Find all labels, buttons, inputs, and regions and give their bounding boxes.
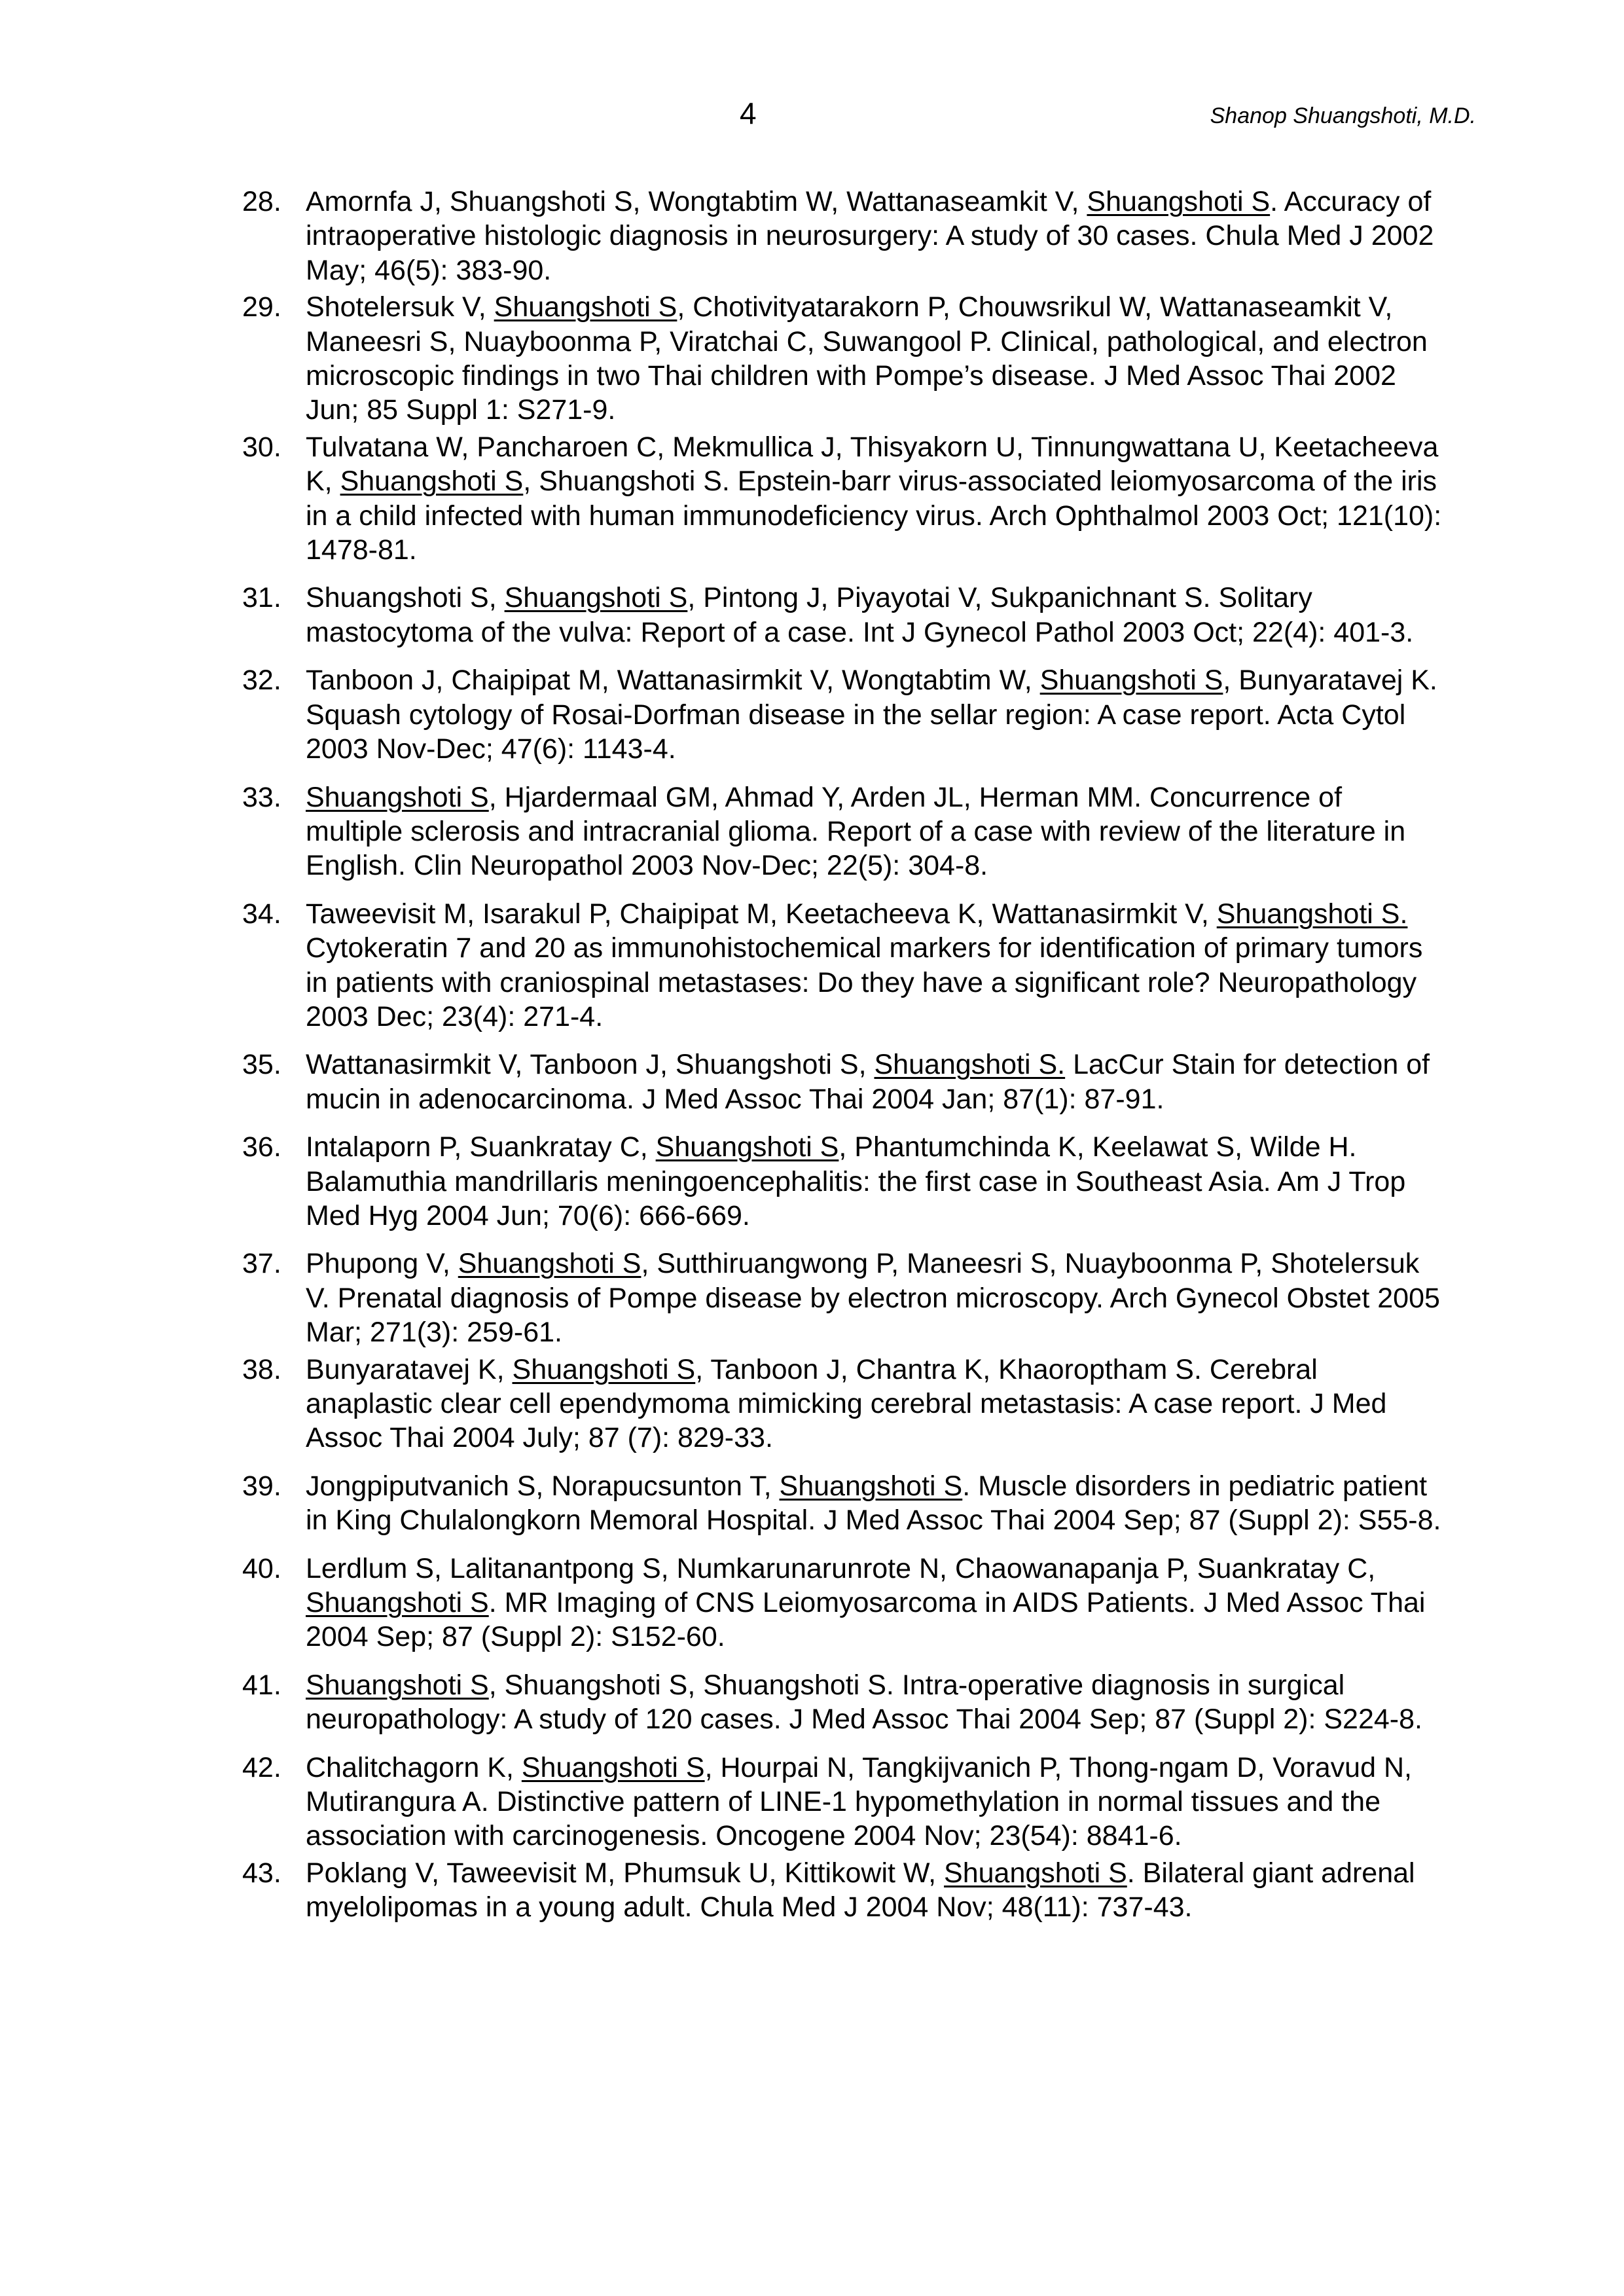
reference-item	[0, 1353, 1624, 1455]
reference-segment: . Muscle disorders in pediatric patient in King Chulalongkorn Memoral Hospital. J Med Assoc Thai 2004 Sep; 87 (Suppl 2): S55-8.	[306, 1470, 1441, 1537]
reference-text	[306, 1856, 1445, 1925]
reference-segment: , Pintong J, Piyayotai V, Sukpanichnant S. Solitary mastocytoma of the vulva: Report of a case. Int J Gynecol Pathol 2003 Oct; 22(4): 401-3.	[306, 582, 1414, 648]
reference-text	[306, 1353, 1445, 1455]
reference-text	[306, 663, 1445, 766]
reference-segment: . Bilateral giant adrenal myelolipomas in a young adult. Chula Med J 2004 Nov; 48(11): 737-43.	[306, 1857, 1415, 1923]
author-highlight: Shuangshoti S	[512, 1353, 696, 1385]
reference-item	[0, 897, 1624, 1034]
reference-segment: Taweevisit M, Isarakul P, Chaipipat M, Keetacheeva K, Wattanasirmkit V,	[306, 898, 1217, 930]
reference-segment: Tulvatana W, Pancharoen C, Mekmullica J, Thisyakorn U, Tinnungwattana U, Keetacheeva K,	[306, 431, 1439, 498]
reference-item	[0, 1668, 1624, 1737]
reference-item	[0, 185, 1624, 287]
reference-number: 38.	[242, 1353, 281, 1385]
header-author: Shanop Shuangshoti, M.D.	[1210, 103, 1476, 128]
reference-number: 37.	[242, 1248, 281, 1280]
reference-segment: , Chotivityatarakorn P, Chouwsrikul W, Wattanaseamkit V, Maneesri S, Nuayboonma P, Viratchai C, Suwangool P. Clinical, pathological, and electron microscopic findings in two Thai children with Pompe’s disease. J Med Assoc Thai 2002 Jun; 85 Suppl 1: S271-9.	[306, 291, 1428, 426]
reference-item	[0, 1856, 1624, 1925]
reference-item	[0, 1469, 1624, 1538]
reference-number: 34.	[242, 898, 281, 930]
author-highlight: Shuangshoti S	[494, 291, 677, 323]
reference-segment: Tanboon J, Chaipipat M, Wattanasirmkit V, Wongtabtim W,	[306, 665, 1040, 697]
author-highlight: Shuangshoti S	[1087, 186, 1271, 217]
author-highlight: Shuangshoti S	[655, 1131, 839, 1163]
reference-number: 39.	[242, 1470, 281, 1502]
reference-text	[306, 1668, 1445, 1737]
reference-text	[306, 897, 1445, 1034]
reference-segment: Shotelersuk V,	[306, 291, 494, 323]
reference-item	[0, 1130, 1624, 1233]
reference-text	[306, 1751, 1445, 1853]
reference-segment: Lerdlum S, Lalitanantpong S, Numkarunarunrote N, Chaowanapanja P, Suankratay C,	[306, 1552, 1376, 1584]
reference-segment: Shuangshoti S,	[306, 582, 505, 614]
reference-number: 43.	[242, 1857, 281, 1889]
reference-number: 32.	[242, 665, 281, 697]
reference-text	[306, 780, 1445, 883]
reference-number: 31.	[242, 582, 281, 614]
reference-number: 36.	[242, 1131, 281, 1163]
author-highlight: Shuangshoti S	[1039, 665, 1223, 697]
reference-segment: , Tanboon J, Chantra K, Khaoroptham S. Cerebral anaplastic clear cell ependymoma mimicking cerebral metastasis: A case report. J Med Assoc Thai 2004 July; 87 (7): 829-33.	[306, 1353, 1387, 1454]
reference-segment: Wattanasirmkit V, Tanboon J, Shuangshoti S,	[306, 1049, 875, 1081]
reference-segment: Poklang V, Taweevisit M, Phumsuk U, Kittikowit W,	[306, 1857, 945, 1889]
reference-text	[306, 290, 1445, 428]
reference-item	[0, 663, 1624, 766]
reference-text	[306, 1469, 1445, 1538]
reference-item	[0, 1048, 1624, 1116]
author-highlight: Shuangshoti S	[458, 1248, 641, 1280]
reference-segment: , Hjardermaal GM, Ahmad Y, Arden JL, Herman MM. Concurrence of multiple sclerosis and intracranial glioma. Report of a case with review of the literature in English. Clin Neuropathol 2003 Nov-Dec; 22(5): 304-8.	[306, 781, 1406, 882]
author-highlight: Shuangshoti S.	[1216, 898, 1408, 930]
reference-text	[306, 430, 1445, 568]
reference-text	[306, 1552, 1445, 1654]
author-highlight: Shuangshoti S	[779, 1470, 963, 1502]
author-highlight: Shuangshoti S	[306, 781, 489, 813]
author-highlight: Shuangshoti S	[306, 1587, 489, 1619]
reference-segment: Bunyaratavej K,	[306, 1353, 513, 1385]
reference-segment: LacCur Stain for detection of mucin in adenocarcinoma. J Med Assoc Thai 2004 Jan; 87(1): 87-91.	[306, 1049, 1430, 1115]
reference-text	[306, 1130, 1445, 1233]
reference-item	[0, 581, 1624, 649]
reference-segment: Chalitchagorn K,	[306, 1751, 522, 1783]
reference-segment: . MR Imaging of CNS Leiomyosarcoma in AIDS Patients. J Med Assoc Thai 2004 Sep; 87 (Suppl 2): S152-60.	[306, 1587, 1426, 1653]
reference-text	[306, 185, 1445, 287]
reference-segment: . Accuracy of intraoperative histologic diagnosis in neurosurgery: A study of 30 cases. Chula Med J 2002 May; 46(5): 383-90.	[306, 186, 1434, 286]
reference-number: 41.	[242, 1669, 281, 1701]
reference-segment: , Shuangshoti S. Epstein-barr virus-associated leiomyosarcoma of the iris in a child infected with human immunodeficiency virus. Arch Ophthalmol 2003 Oct; 121(10): 1478-81.	[306, 465, 1442, 566]
author-highlight: Shuangshoti S	[944, 1857, 1127, 1889]
reference-segment: Amornfa J, Shuangshoti S, Wongtabtim W, Wattanaseamkit V,	[306, 186, 1087, 217]
author-highlight: Shuangshoti S	[521, 1751, 705, 1783]
reference-number: 40.	[242, 1552, 281, 1584]
reference-segment: Phupong V,	[306, 1248, 458, 1280]
reference-text	[306, 581, 1445, 649]
reference-text	[306, 1048, 1445, 1116]
reference-segment: Jongpiputvanich S, Norapucsunton T,	[306, 1470, 780, 1502]
reference-segment: , Shuangshoti S, Shuangshoti S. Intra-operative diagnosis in surgical neuropathology: A study of 120 cases. J Med Assoc Thai 2004 Sep; 87 (Suppl 2): S224-8.	[306, 1669, 1422, 1736]
reference-text	[306, 1247, 1445, 1349]
reference-number: 35.	[242, 1049, 281, 1081]
reference-list	[0, 185, 1624, 1925]
reference-item	[0, 1552, 1624, 1654]
author-highlight: Shuangshoti S	[340, 465, 524, 498]
author-highlight: Shuangshoti S	[306, 1669, 489, 1701]
page-number: 4	[740, 96, 757, 130]
reference-number: 42.	[242, 1751, 281, 1783]
reference-item	[0, 1247, 1624, 1349]
reference-segment: , Hourpai N, Tangkijvanich P, Thong-ngam D, Voravud N, Mutirangura A. Distinctive pattern of LINE-1 hypomethylation in normal tissues and the association with carcinogenesis. Oncogene 2004 Nov; 23(54): 8841-6.	[306, 1751, 1412, 1852]
reference-item	[0, 780, 1624, 883]
author-highlight: Shuangshoti S	[504, 582, 688, 614]
reference-item	[0, 430, 1624, 568]
reference-segment: Intalaporn P, Suankratay C,	[306, 1131, 656, 1163]
reference-item	[0, 1751, 1624, 1853]
reference-item	[0, 290, 1624, 428]
author-highlight: Shuangshoti S.	[874, 1049, 1066, 1081]
reference-segment: , Phantumchinda K, Keelawat S, Wilde H. Balamuthia mandrillaris meningoencephalitis: the first case in Southeast Asia. Am J Trop Med Hyg 2004 Jun; 70(6): 666-669.	[306, 1131, 1406, 1231]
reference-segment: Cytokeratin 7 and 20 as immunohistochemical markers for identification of primary tumors in patients with craniospinal metastases: Do they have a significant role? Neuropathology 2003 Dec; 23(4): 271-4.	[306, 932, 1423, 1032]
reference-number: 30.	[242, 431, 281, 463]
reference-number: 33.	[242, 781, 281, 813]
reference-number: 29.	[242, 291, 281, 323]
reference-number: 28.	[242, 186, 281, 217]
reference-segment: , Sutthiruangwong P, Maneesri S, Nuayboonma P, Shotelersuk V. Prenatal diagnosis of Pompe disease by electron microscopy. Arch Gynecol Obstet 2005 Mar; 271(3): 259-61.	[306, 1248, 1440, 1349]
reference-segment: , Bunyaratavej K. Squash cytology of Rosai-Dorfman disease in the sellar region: A case report. Acta Cytol 2003 Nov-Dec; 47(6): 1143-4.	[306, 665, 1437, 765]
